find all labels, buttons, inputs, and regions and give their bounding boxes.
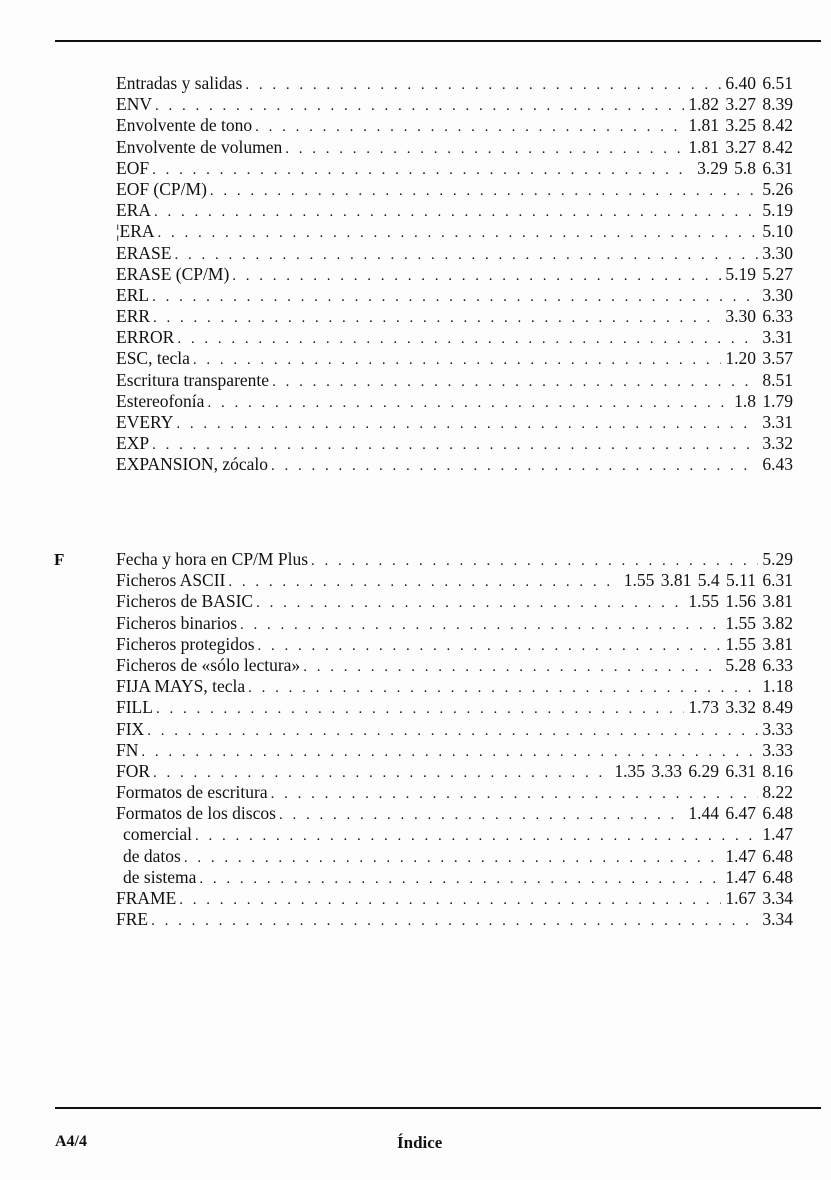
entry-pages: 3.29 5.8 6.31: [697, 157, 793, 178]
entry-pages: 3.31: [762, 327, 793, 348]
dot-leader: [156, 699, 684, 720]
top-rule: [55, 40, 821, 42]
index-entry: [116, 676, 793, 697]
section-letter-f: F: [54, 550, 65, 569]
entry-term: ERASE: [116, 242, 172, 263]
index-entry: [116, 73, 793, 94]
dot-leader: [240, 615, 721, 636]
entry-pages: 1.47: [762, 824, 793, 845]
index-subentry: [116, 846, 793, 867]
dot-leader: [248, 678, 758, 699]
entry-pages: 8.22: [762, 782, 793, 803]
entry-pages: 5.28 6.33: [725, 654, 793, 675]
entry-term: Envolvente de volumen: [116, 136, 283, 157]
entry-pages: 1.8 1.79: [734, 390, 793, 411]
dot-leader: [152, 287, 758, 308]
index-entry: [116, 221, 793, 242]
dot-leader: [179, 890, 721, 911]
dot-leader: [272, 372, 758, 393]
entry-term: Ficheros de BASIC: [116, 591, 254, 612]
index-entry: [116, 179, 793, 200]
entry-pages: 3.33: [762, 739, 793, 760]
index-entry: [116, 719, 793, 740]
dot-leader: [153, 308, 721, 329]
entry-pages: 1.55 3.81: [725, 633, 793, 654]
index-entry: [116, 243, 793, 264]
entry-term: de datos: [123, 845, 181, 866]
dot-leader: [245, 75, 721, 96]
entry-term: FIX: [116, 718, 145, 739]
dot-leader: [195, 826, 758, 847]
entry-term: Ficheros de «sólo lectura»: [116, 654, 301, 675]
index-entry: [116, 94, 793, 115]
index-entry: [116, 264, 793, 285]
index-entry: [116, 454, 793, 475]
entry-term: ¦ERA: [116, 221, 155, 242]
dot-leader: [258, 636, 722, 657]
dot-leader: [153, 763, 610, 784]
entry-term: ERL: [116, 284, 150, 305]
dot-leader: [285, 139, 684, 160]
entry-pages: 6.43: [762, 454, 793, 475]
dot-leader: [303, 657, 721, 678]
index-subentry: [116, 824, 793, 845]
entry-term: ENV: [116, 94, 152, 115]
entry-term: Ficheros binarios: [116, 612, 238, 633]
entry-pages: 1.67 3.34: [725, 888, 793, 908]
entry-pages: 5.19: [762, 200, 793, 221]
entry-term: Envolvente de tono: [116, 115, 253, 136]
index-entry: [116, 158, 793, 179]
entry-term: Entradas y salidas: [116, 73, 243, 93]
index-entry: [116, 888, 793, 909]
entry-term: Ficheros protegidos: [116, 633, 255, 654]
entry-pages: 8.51: [762, 369, 793, 390]
index-entry: [116, 200, 793, 221]
dot-leader: [152, 160, 693, 181]
page-number: A4/4: [55, 1133, 87, 1150]
entry-term: FILL: [116, 697, 153, 718]
entry-pages: 1.55 1.56 3.81: [688, 591, 793, 612]
entry-term: de sistema: [123, 866, 197, 887]
dot-leader: [177, 329, 758, 350]
entry-term: FRAME: [116, 888, 177, 908]
bottom-rule: [55, 1107, 821, 1109]
dot-leader: [228, 572, 619, 593]
entry-term: FRE: [116, 909, 149, 930]
index-entry: [116, 613, 793, 634]
dot-leader: [152, 435, 758, 456]
index-entry: [116, 655, 793, 676]
entry-pages: 3.32: [762, 433, 793, 454]
index-entry: [116, 909, 793, 930]
entry-pages: 6.40 6.51: [725, 73, 793, 93]
index-entry: [116, 370, 793, 391]
entry-pages: 1.55 3.82: [725, 612, 793, 633]
entry-pages: 5.26: [762, 178, 793, 199]
index-entry: [116, 740, 793, 761]
entry-pages: 3.30: [762, 242, 793, 263]
entry-term: Fecha y hora en CP/M Plus: [116, 549, 309, 569]
entry-pages: 1.18: [762, 676, 793, 697]
index-entry: [116, 412, 793, 433]
dot-leader: [271, 784, 759, 805]
index-entry: [116, 761, 793, 782]
entry-pages: 3.34: [762, 909, 793, 930]
index-entry: [116, 115, 793, 136]
index-entry: [116, 803, 793, 824]
index-entry: [116, 591, 793, 612]
entry-pages: 1.44 6.47 6.48: [688, 803, 793, 824]
entry-term: EVERY: [116, 412, 174, 432]
entry-term: ERA: [116, 200, 151, 221]
section-title: Índice: [397, 1133, 443, 1152]
entry-pages: 1.20 3.57: [725, 348, 793, 369]
index-entry: [116, 697, 793, 718]
dot-leader: [151, 911, 758, 932]
entry-term: comercial: [123, 824, 192, 845]
entry-term: EOF (CP/M): [116, 178, 207, 199]
dot-leader: [158, 223, 759, 244]
dot-leader: [210, 181, 758, 202]
entry-pages: 1.35 3.33 6.29 6.31 8.16: [614, 760, 793, 781]
index-entry: [116, 285, 793, 306]
index-entry: [116, 549, 793, 570]
index-entry: [116, 570, 793, 591]
index-entry: [116, 433, 793, 454]
index-section-f: [116, 549, 793, 930]
index-entry: [116, 391, 793, 412]
dot-leader: [311, 551, 758, 572]
entry-pages: 5.29: [762, 549, 793, 569]
entry-term: Formatos de escritura: [116, 782, 268, 803]
entry-term: Escritura transparente: [116, 369, 270, 390]
dot-leader: [279, 805, 684, 826]
index-subentry: [116, 867, 793, 888]
index-entry: [116, 327, 793, 348]
entry-term: Formatos de los discos: [116, 803, 276, 824]
dot-leader: [184, 848, 722, 869]
index-section-e: [116, 73, 793, 476]
dot-leader: [255, 117, 684, 138]
index-entry: [116, 782, 793, 803]
entry-pages: 3.33: [762, 718, 793, 739]
entry-pages: 1.47 6.48: [725, 866, 793, 887]
entry-pages: 3.30 6.33: [725, 306, 793, 327]
entry-term: EXPANSION, zócalo: [116, 454, 268, 475]
dot-leader: [141, 742, 758, 763]
entry-pages: 1.47 6.48: [725, 845, 793, 866]
dot-leader: [256, 593, 684, 614]
entry-pages: 1.55 3.81 5.4 5.11 6.31: [623, 570, 793, 591]
entry-term: FN: [116, 739, 139, 760]
dot-leader: [174, 245, 758, 266]
dot-leader: [154, 202, 758, 223]
entry-term: Estereofonía: [116, 390, 205, 411]
dot-leader: [193, 350, 722, 371]
dot-leader: [176, 414, 758, 435]
entry-term: Ficheros ASCII: [116, 570, 226, 591]
index-entry: [116, 348, 793, 369]
dot-leader: [155, 96, 684, 117]
dot-leader: [271, 456, 758, 477]
dot-leader: [207, 393, 730, 414]
entry-term: FOR: [116, 760, 151, 781]
entry-pages: 5.10: [762, 221, 793, 242]
dot-leader: [232, 266, 721, 287]
index-entry: [116, 137, 793, 158]
entry-term: EOF: [116, 157, 150, 178]
entry-pages: 1.81 3.25 8.42: [688, 115, 793, 136]
entry-term: EXP: [116, 433, 150, 454]
index-entry: [116, 634, 793, 655]
entry-term: ESC, tecla: [116, 348, 190, 369]
entry-pages: 5.19 5.27: [725, 263, 793, 284]
entry-pages: 1.73 3.32 8.49: [688, 697, 793, 718]
entry-pages: 3.31: [762, 412, 793, 432]
entry-term: ERROR: [116, 327, 175, 348]
entry-term: FIJA MAYS, tecla: [116, 676, 246, 697]
dot-leader: [147, 721, 758, 742]
entry-term: ERASE (CP/M): [116, 263, 230, 284]
dot-leader: [199, 869, 721, 890]
entry-pages: 1.82 3.27 8.39: [688, 94, 793, 115]
entry-term: ERR: [116, 306, 151, 327]
index-entry: [116, 306, 793, 327]
entry-pages: 1.81 3.27 8.42: [688, 136, 793, 157]
entry-pages: 3.30: [762, 284, 793, 305]
